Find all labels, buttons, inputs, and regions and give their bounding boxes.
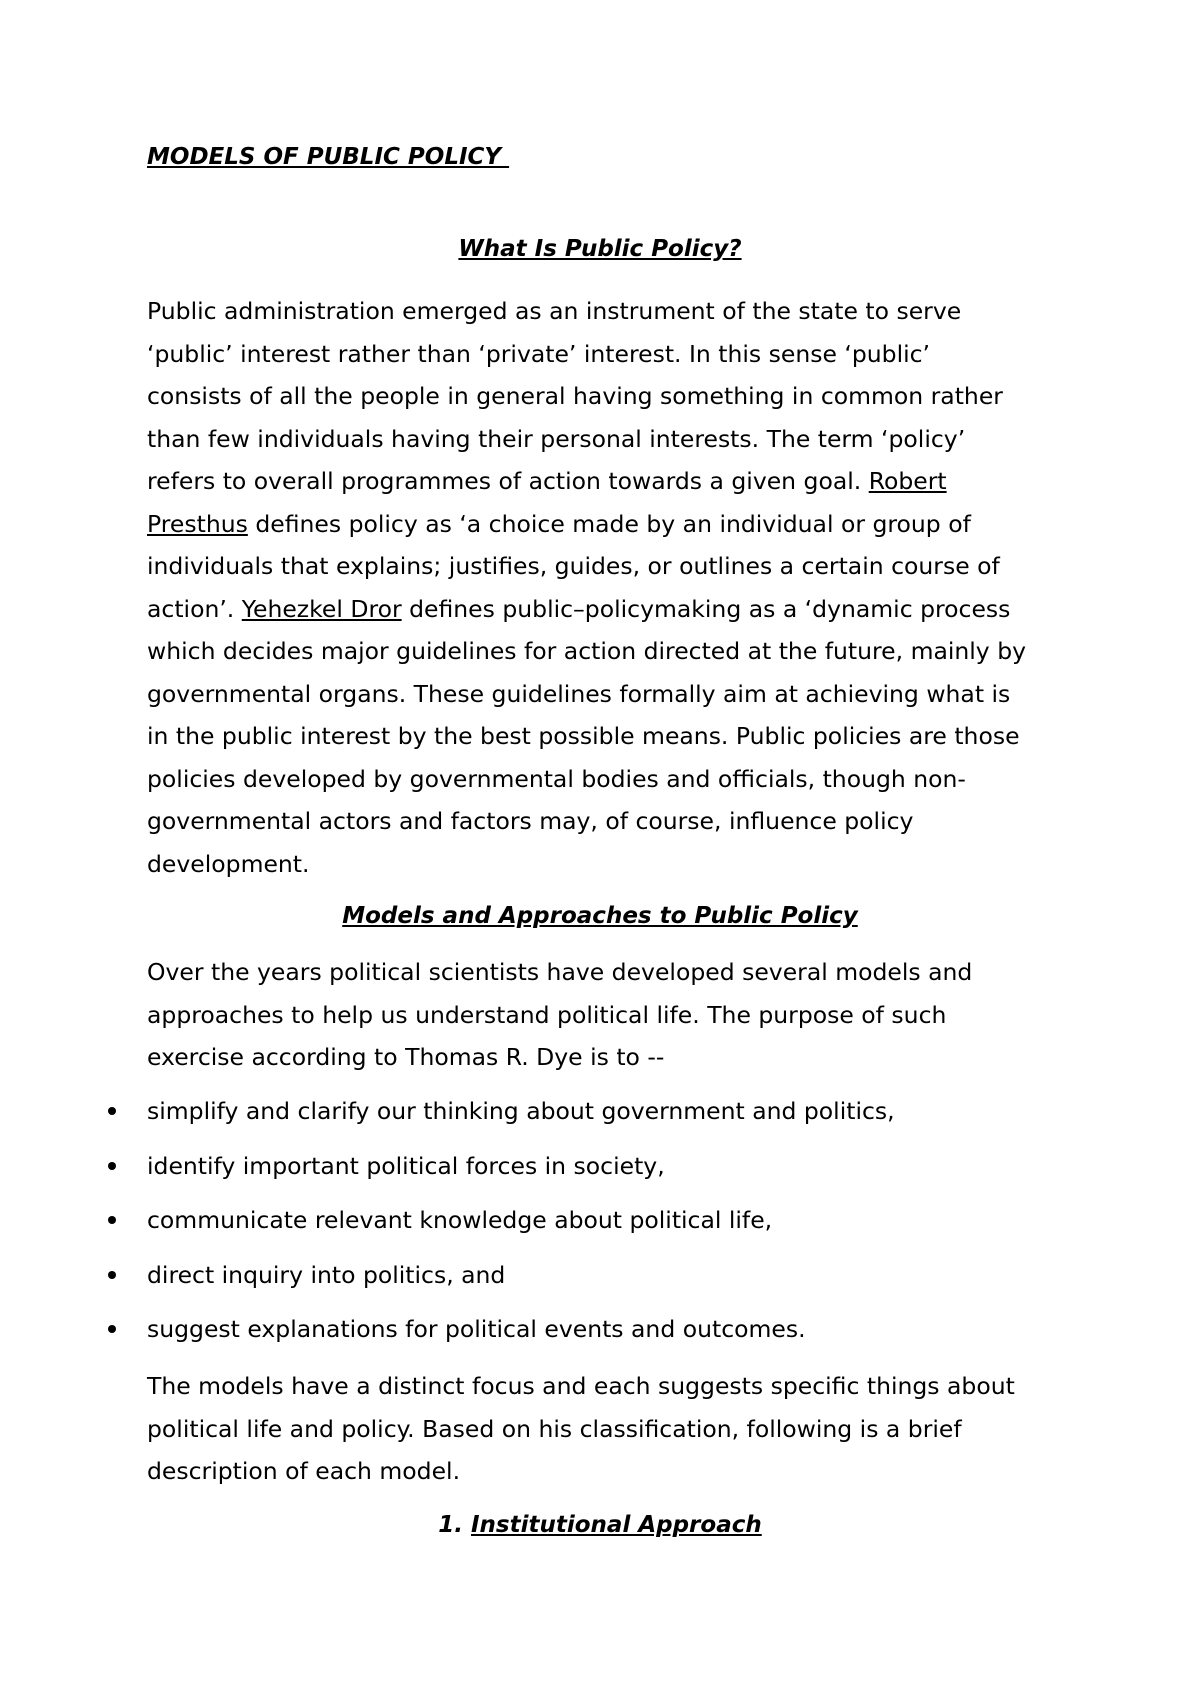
heading-text: Models and Approaches to Public Policy <box>342 903 858 929</box>
paragraph-intro <box>147 951 1077 1079</box>
text-line <box>147 503 1077 546</box>
heading-what-is-public-policy <box>0 236 1200 262</box>
text-line: political life and policy. Based on his classification, following is a brief <box>147 1414 962 1443</box>
text-line: The models have a distinct focus and each suggests specific things about <box>147 1372 1015 1400</box>
heading-number: 1. <box>438 1512 471 1538</box>
paragraph-closing <box>147 1365 1077 1493</box>
list-item <box>0 1199 1200 1254</box>
list-item <box>0 1090 1200 1145</box>
list-item-text: simplify and clarify our thinking about government and politics, <box>147 1097 895 1125</box>
bullet-icon <box>108 1107 116 1115</box>
text-line: than few individuals having their personal interests. The term ‘policy’ <box>147 424 966 453</box>
bullet-icon <box>108 1325 116 1333</box>
text-line <box>147 588 1077 631</box>
text-line: consists of all the people in general having something in common rather <box>147 382 1003 410</box>
text-line: governmental actors and factors may, of course, influence policy <box>147 807 914 835</box>
document-title: MODELS OF PUBLIC POLICY <box>147 144 510 170</box>
text-fragment: action’. <box>147 594 242 623</box>
heading-models-and-approaches <box>0 903 1200 929</box>
text-line: ‘public’ interest rather than ‘private’ interest. In this sense ‘public’ <box>147 339 931 368</box>
text-line: policies developed by governmental bodies and officials, though non- <box>147 764 966 793</box>
list-item <box>0 1308 1200 1363</box>
author-name-presthus: Presthus <box>147 509 248 538</box>
text-line: description of each model. <box>147 1457 461 1485</box>
purpose-bullet-list <box>0 1090 1200 1363</box>
text-fragment: refers to overall programmes of action towards a given goal. <box>147 467 869 495</box>
heading-text: Institutional Approach <box>471 1512 762 1538</box>
list-item-text: direct inquiry into politics, and <box>147 1260 506 1289</box>
paragraph-definition <box>147 290 1077 885</box>
text-line <box>147 460 1077 503</box>
text-line: exercise according to Thomas R. Dye is to -- <box>147 1043 665 1071</box>
list-item-text: identify important political forces in society, <box>147 1151 665 1180</box>
text-fragment: defines policy as ‘a choice made by an individual or group of <box>247 509 971 538</box>
heading-institutional-approach <box>0 1512 1200 1538</box>
list-item-text: suggest explanations for political events and outcomes. <box>147 1315 806 1344</box>
text-line: individuals that explains; justifies, guides, or outlines a certain course of <box>147 552 1000 580</box>
text-line: Over the years political scientists have developed several models and <box>147 958 973 986</box>
bullet-icon <box>108 1216 116 1224</box>
list-item-text: communicate relevant knowledge about political life, <box>147 1206 773 1235</box>
author-name-robert: Robert <box>868 467 947 495</box>
text-line: which decides major guidelines for action directed at the future, mainly by <box>147 637 1027 665</box>
list-item <box>0 1254 1200 1309</box>
text-line: in the public interest by the best possible means. Public policies are those <box>147 722 1020 750</box>
text-line: development. <box>147 849 310 878</box>
text-line: Public administration emerged as an instrument of the state to serve <box>147 297 962 325</box>
text-line: governmental organs. These guidelines formally aim at achieving what is <box>147 679 1011 708</box>
heading-text: What Is Public Policy? <box>458 236 742 262</box>
text-fragment: defines public–policymaking as a ‘dynamic process <box>401 594 1011 623</box>
list-item <box>0 1145 1200 1200</box>
author-name-dror: Yehezkel Dror <box>241 594 402 623</box>
text-line: approaches to help us understand political life. The purpose of such <box>147 1000 947 1029</box>
bullet-icon <box>108 1162 116 1170</box>
bullet-icon <box>108 1271 116 1279</box>
